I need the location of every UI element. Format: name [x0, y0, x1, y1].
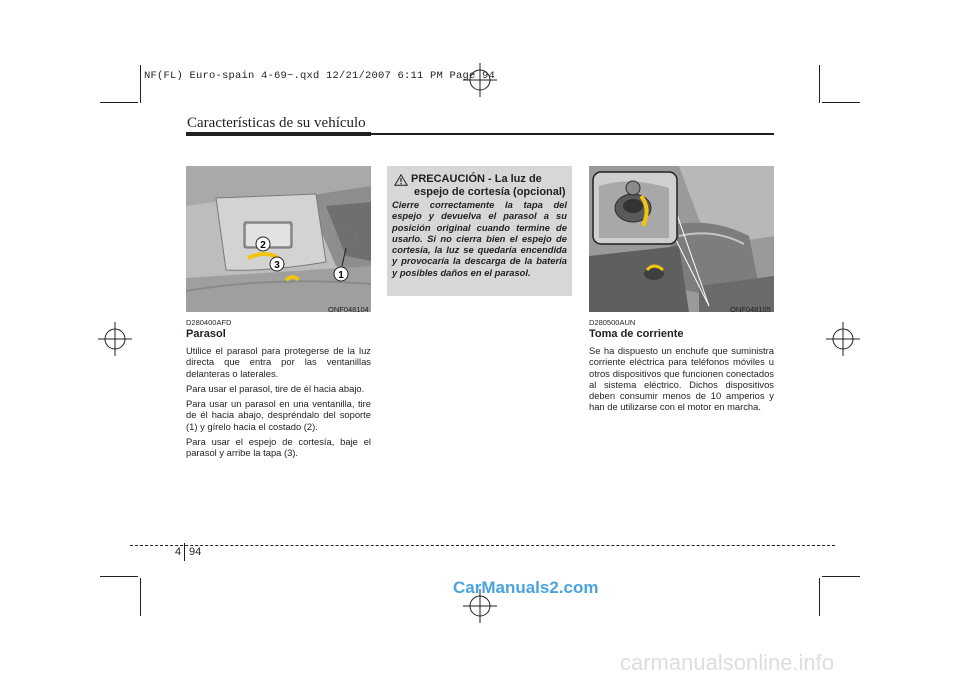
callout-3: 3 — [274, 260, 280, 271]
crop-mark — [819, 578, 820, 616]
footer-rule — [130, 545, 835, 546]
caution-title-line1: PRECAUCIÓN - La luz de — [411, 173, 542, 185]
crop-mark — [140, 65, 141, 103]
power-outlet-photo — [589, 166, 774, 312]
sun-visor-photo — [186, 166, 371, 312]
title-rule-accent — [186, 132, 371, 136]
paragraph: Para usar un parasol en una ventanilla, tire de él hacia abajo, despréndalo del soporte (1) y gírelo hacia el costado (2). — [186, 398, 371, 432]
caution-title — [411, 173, 571, 199]
page-number-divider — [184, 543, 185, 561]
warning-triangle-icon — [394, 174, 408, 186]
power-outlet-text: Se ha dispuesto un enchufe que suministra corriente eléctrica para teléfonos móviles u otros dispositivos que funcionen conectados al sistema eléctrico. Dichos dispositivos deben consumir menos de 10 amperios y han de utilizarse con el motor en marcha. — [589, 345, 774, 413]
crop-mark — [822, 102, 860, 103]
power-outlet-illustration — [589, 166, 774, 312]
heading-power-outlet: Toma de corriente — [589, 328, 684, 340]
section-code-right: D280500AUN — [589, 318, 636, 327]
caution-box — [387, 166, 572, 296]
paragraph: Para usar el espejo de cortesía, baje el parasol y arribe la tapa (3). — [186, 436, 371, 459]
file-header: NF(FL) Euro-spain 4-69~.qxd 12/21/2007 6:11 PM Page 94 — [144, 70, 496, 82]
section-title: Características de su vehículo — [187, 115, 366, 131]
photo-caption-left: ONF048104 — [328, 305, 369, 314]
registration-mark-icon — [98, 322, 132, 356]
registration-mark-icon — [826, 322, 860, 356]
paragraph: Para usar el parasol, tire de él hacia abajo. — [186, 382, 365, 394]
heading-parasol: Parasol — [186, 328, 226, 340]
photo-caption-right: ONF048105 — [730, 305, 771, 314]
callout-1: 1 — [338, 270, 344, 281]
parasol-text — [186, 345, 371, 463]
watermark: CarManuals2.com — [453, 578, 599, 597]
crop-mark — [822, 576, 860, 577]
footer-watermark: carmanualsonline.info — [620, 650, 835, 675]
page-number: 94 — [189, 546, 202, 558]
caution-title-line2: espejo de cortesía (opcional) — [414, 186, 566, 198]
caution-body: Cierre correctamente la tapa del espejo y devuelva el parasol a su posición original cuando termine de usarlo. Si no cierra bien el espejo de cortesía, la luz se quedaría encendida y provocaría la descarga de la batería y posibles daños en el parasol. — [392, 199, 567, 278]
crop-mark — [100, 576, 138, 577]
crop-mark — [819, 65, 820, 103]
chapter-number: 4 — [175, 546, 182, 558]
crop-mark — [100, 102, 138, 103]
sun-visor-illustration — [186, 166, 371, 312]
callout-2: 2 — [260, 240, 266, 251]
section-code-left: D280400AFD — [186, 318, 232, 327]
crop-mark — [140, 578, 141, 616]
paragraph: Utilice el parasol para protegerse de la luz directa que entra por las ventanillas delanteras o laterales. — [186, 345, 371, 379]
